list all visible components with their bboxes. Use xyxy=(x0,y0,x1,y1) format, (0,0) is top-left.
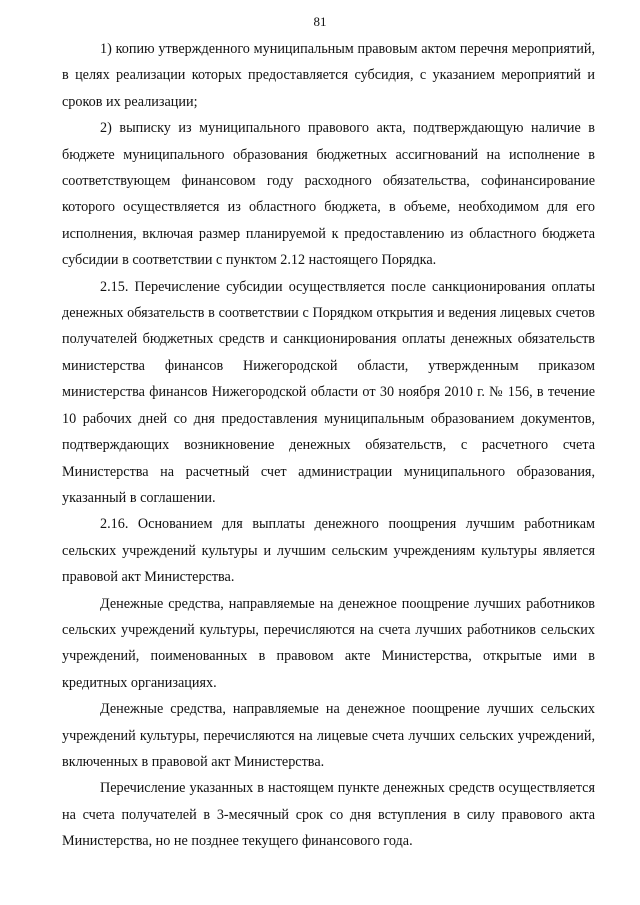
document-body xyxy=(62,36,595,855)
paragraph-institutions-funds: Денежные средства, направляемые на денежное поощрение лучших сельских учреждений культуры, перечисляются на лицевые счета лучших сельских учреждений, включенных в правовой акт Министерства. xyxy=(62,701,595,770)
paragraph-2-16: 2.16. Основанием для выплаты денежного поощрения лучшим работникам сельских учреждений культуры и лучшим сельским учреждениям культуры является правовой акт Министерства. xyxy=(62,516,595,586)
page-number: 81 xyxy=(313,14,327,29)
paragraph-2-15: 2.15. Перечисление субсидии осуществляется после санкционирования оплаты денежных обязательств в соответствии с Порядком открытия и ведения лицевых счетов получателей бюджетных средств и санкционирования оплаты денежных обязательств министерства финансов Нижегородской области, утвержденным приказом министерства финансов Нижегородской области от 30 ноября 2010 г. № 156, в течение 10 рабочих дней со дня предоставления муниципальным образованием документов, подтверждающих возникновение денежных обязательств, с расчетного счета Министерства на расчетный счет администрации муниципального образования, указанный в соглашении. xyxy=(62,278,595,506)
paragraph-item-1: 1) копию утвержденного муниципальным правовым актом перечня мероприятий, в целях реализации которых предоставляется субсидия, с указанием мероприятий и сроков их реализации; xyxy=(62,41,595,110)
paragraph-item-2: 2) выписку из муниципального правового акта, подтверждающую наличие в бюджете муниципального образования бюджетных ассигнований на исполнение в соответствующем финансовом году расходного обязательства, софинансирование которого осуществляется из областного бюджета, в объеме, необходимом для его исполнения, включая размер планируемой к предоставлению из областного бюджета субсидии в соответствии с пунктом 2.12 настоящего Порядка. xyxy=(62,120,595,269)
paragraph-workers-funds: Денежные средства, направляемые на денежное поощрение лучших работников сельских учреждений культуры, перечисляются на счета лучших работников сельских учреждений, поименованных в правовом акте Министерства, открытые ими в кредитных организациях. xyxy=(62,595,595,691)
paragraph-transfer-terms: Перечисление указанных в настоящем пункте денежных средств осуществляется на счета получателей в 3-месячный срок со дня вступления в силу правового акта Министерства, но не позднее текущего финансового года. xyxy=(62,780,595,850)
